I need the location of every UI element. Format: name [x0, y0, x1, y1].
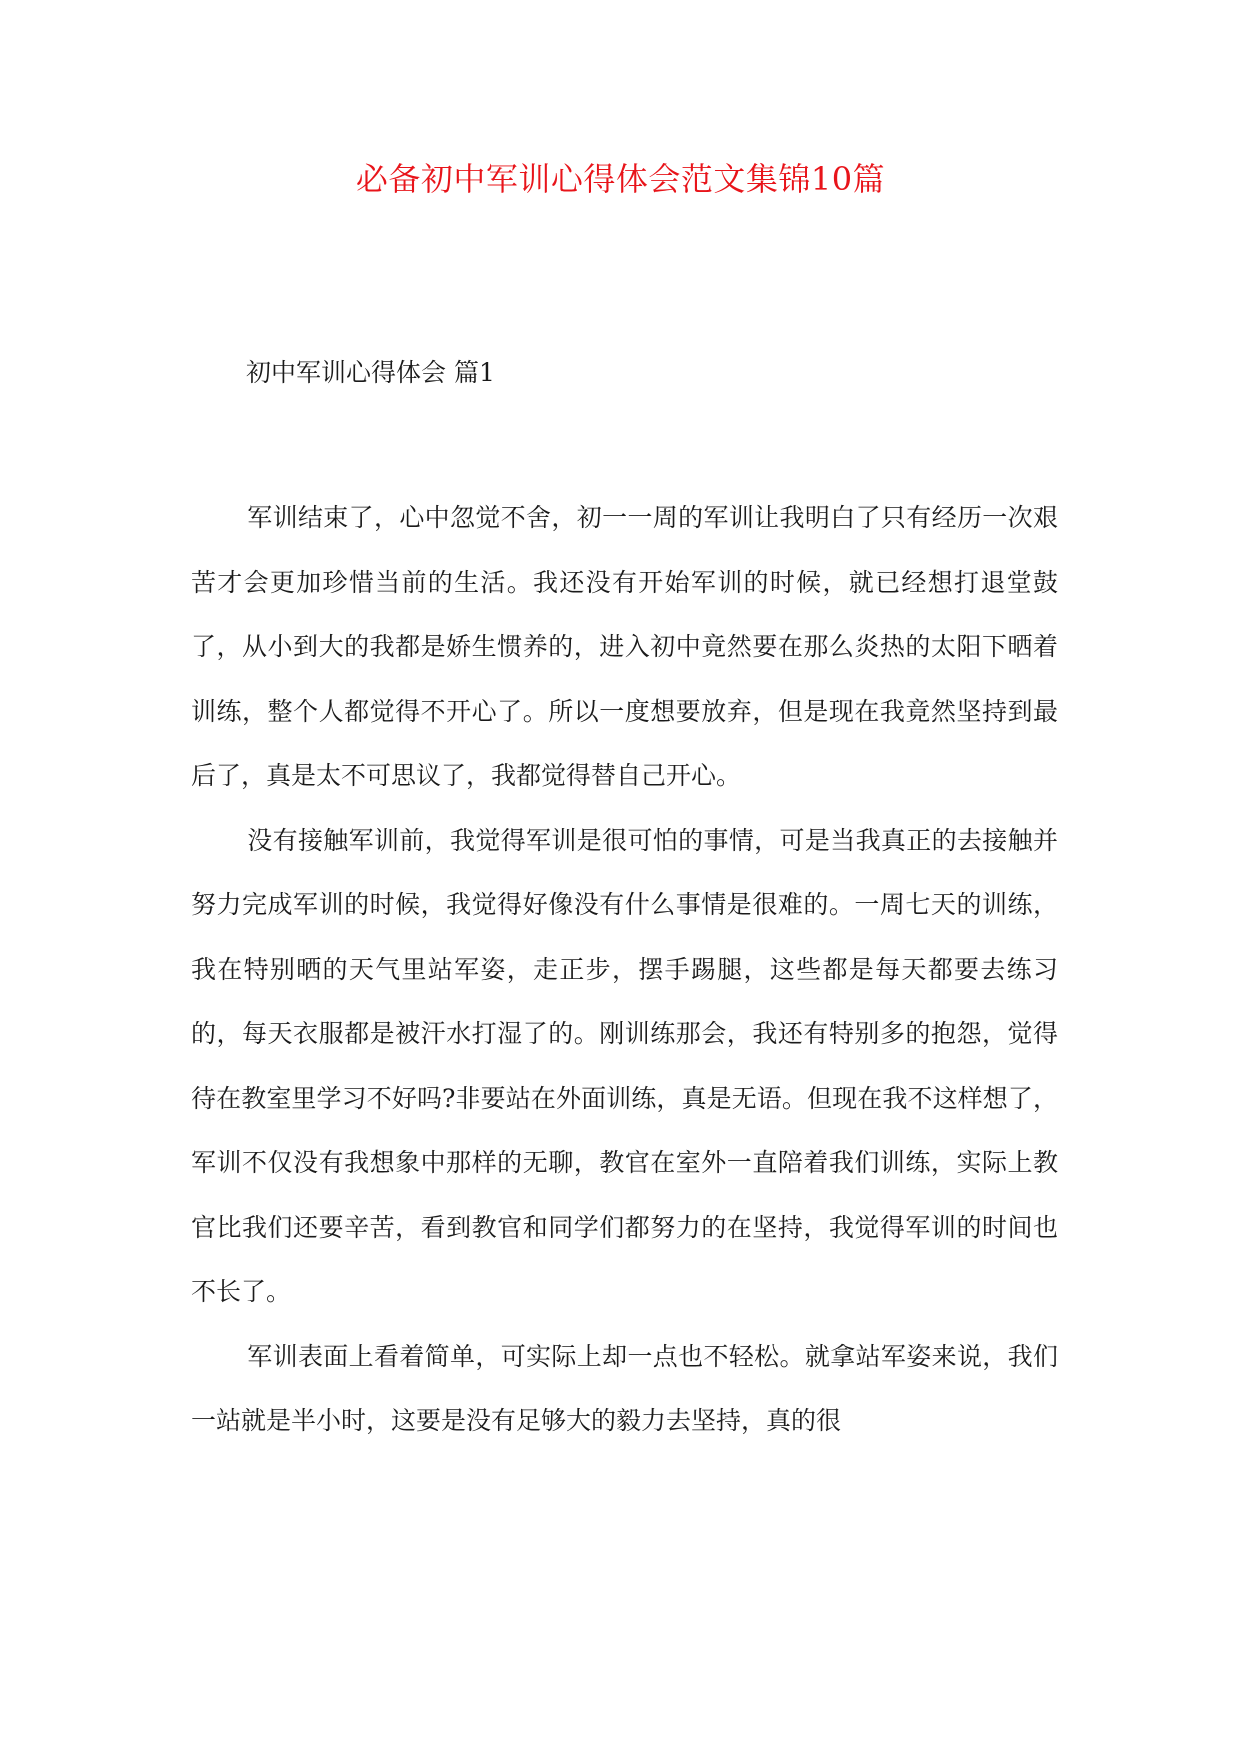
paragraph-3: 军训表面上看着简单，可实际上却一点也不轻松。就拿站军姿来说，我们一站就是半小时，这要是没有足够大的毅力去坚持，真的很: [191, 1341, 1058, 1435]
document-body: [191, 486, 1058, 1454]
paragraph-2: 没有接触军训前，我觉得军训是很可怕的事情，可是当我真正的去接触并努力完成军训的时候，我觉得好像没有什么事情是很难的。一周七天的训练，我在特别晒的天气里站军姿，走正步，摆手踢腿，这些都是每天都要去练习的，每天衣服都是被汗水打湿了的。刚训练那会，我还有特别多的抱怨，觉得待在教室里学习不好吗?非要站在外面训练，真是无语。但现在我不这样想了，军训不仅没有我想象中那样的无聊，教官在室外一直陪着我们训练，实际上教官比我们还要辛苦，看到教官和同学们都努力的在坚持，我觉得军训的时间也不长了。: [191, 825, 1058, 1306]
document-title: 必备初中军训心得体会范文集锦10篇: [355, 160, 886, 198]
paragraph-1: 军训结束了，心中忽觉不舍，初一一周的军训让我明白了只有经历一次艰苦才会更加珍惜当前的生活。我还没有开始军训的时候，就已经想打退堂鼓了，从小到大的我都是娇生惯养的，进入初中竟然要在那么炎热的太阳下晒着训练，整个人都觉得不开心了。所以一度想要放弃，但是现在我竟然坚持到最后了，真是太不可思议了，我都觉得替自己开心。: [191, 503, 1058, 790]
section-heading: 初中军训心得体会 篇1: [246, 358, 495, 387]
